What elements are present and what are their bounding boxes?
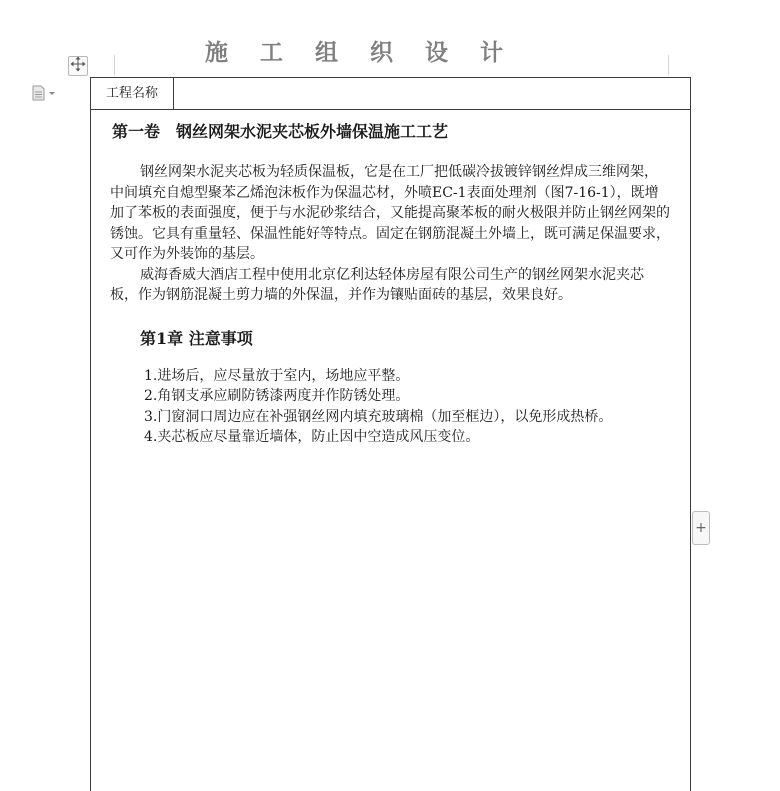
notes-list bbox=[110, 366, 670, 448]
header-margin-mark-right bbox=[668, 55, 669, 75]
header-margin-mark-left bbox=[114, 55, 115, 75]
project-name-label: 工程名称 bbox=[91, 78, 174, 109]
list-item: 3.门窗洞口周边应在补强钢丝网内填充玻璃棉（加至框边），以免形成热桥。 bbox=[144, 408, 613, 425]
document-table bbox=[90, 77, 691, 791]
list-item: 4.夹芯板应尽量靠近墙体，防止因中空造成风压变位。 bbox=[144, 429, 480, 445]
add-row-button[interactable] bbox=[692, 511, 710, 545]
list-item: 2.角钢支承应刷防锈漆两度并作防锈处理。 bbox=[144, 388, 410, 404]
volume-title: 第一卷 钢丝网架水泥夹芯板外墙保温施工工艺 bbox=[112, 122, 449, 141]
project-name-row bbox=[91, 78, 690, 110]
table-move-handle[interactable] bbox=[68, 56, 88, 76]
body-paragraph: 威海香威大酒店工程中使用北京亿利达轻体房屋有限公司生产的钢丝网架水泥夹芯板，作为钢筋混凝土剪力墙的外保温，并作为镶贴面砖的基层，效果良好。 bbox=[110, 266, 644, 303]
body-paragraph: 钢丝网架水泥夹芯板为轻质保温板，它是在工厂把低碳冷拔镀锌钢丝焊成三维网架，中间填充自熄型聚苯乙烯泡沫板作为保温芯材，外喷EC-1表面处理剂（图7-16-1），既增加了苯板的表面强度，便于与水泥砂浆结合，又能提高聚苯板的耐火极限并防止钢丝网架的锈蚀。它具有重量轻、保温性能好等特点。固定在钢筋混凝土外墙上，既可满足保温要求，又可作为外装饰的基层。 bbox=[110, 164, 670, 262]
document-body bbox=[110, 109, 670, 448]
list-item: 1.进场后，应尽量放于室内，场地应平整。 bbox=[144, 367, 410, 384]
chapter-title: 第1章 注意事项 bbox=[140, 328, 253, 348]
page-header-title: 施 工 组 织 设 计 bbox=[204, 39, 516, 66]
plus-icon: + bbox=[695, 520, 707, 536]
document-icon[interactable] bbox=[31, 85, 57, 101]
move-arrows-icon bbox=[70, 56, 86, 76]
